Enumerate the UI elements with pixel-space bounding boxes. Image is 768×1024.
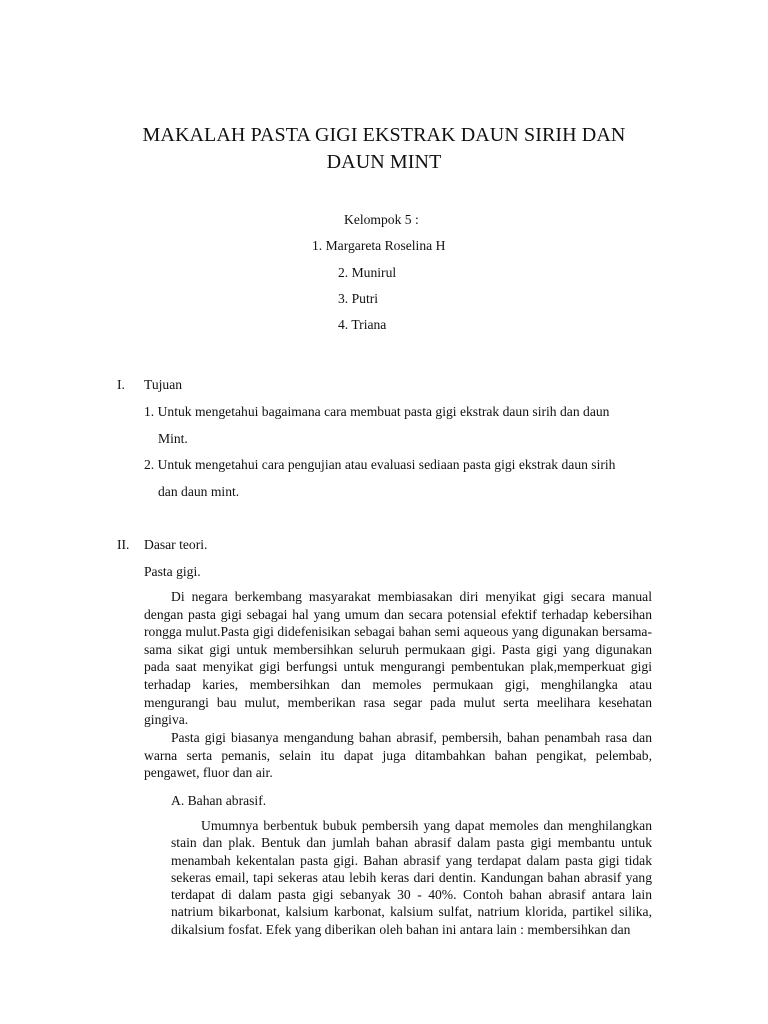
list-item-continuation: Mint.: [158, 431, 188, 446]
section-heading: Dasar teori.: [144, 537, 208, 552]
subsection-heading: Pasta gigi.: [144, 564, 201, 579]
document-title: MAKALAH PASTA GIGI EKSTRAK DAUN SIRIH DAN DAUN MINT: [142, 124, 626, 173]
subsection-heading: A. Bahan abrasif.: [171, 793, 267, 808]
list-item: 1. Untuk mengetahui bagaimana cara membuat pasta gigi ekstrak daun sirih dan daun: [144, 404, 610, 419]
body-paragraph: Di negara berkembang masyarakat membiasakan diri menyikat gigi secara manual dengan pasta gigi sebagai hal yang umum dan secara potensial efektif terhadap kebersihan rongga mulut.Pasta gigi didefenisikan sebagai bahan semi aqueous yang digunakan bersama-sama sikat gigi untuk membersihkan seluruh permukaan gigi. Pasta gigi yang digunakan pada saat menyikat gigi berfungsi untuk mengurangi pembentukan plak,memperkuat gigi terhadap karies, membersihkan dan memoles permukaan gigi, menghilangka atau mengurangi bau mulut, memberikan rasa segar pada mulut serta meelihara kesehatan gingiva.: [144, 589, 652, 728]
body-paragraph: Umumnya berbentuk bubuk pembersih yang dapat memoles dan menghilangkan stain dan plak. Bentuk dan jumlah bahan abrasif dalam pasta gigi membantu untuk menambah kekentalan pasta gigi. Bahan abrasif yang terdapat dalam pasta gigi tidak sekeras email, tapi sekeras atau lebih keras dari dentin. Kandungan bahan abrasif yang terdapat di dalam pasta gigi sebanyak 30 - 40%. Contoh bahan abrasif antara lain natrium bikarbonat, kalsium karbonat, kalsium sulfat, natrium klorida, partikel silika, dikalsium fosfat. Efek yang diberikan oleh bahan ini antara lain : membersihkan dan: [171, 818, 652, 937]
list-item-continuation: dan daun mint.: [158, 484, 240, 499]
section-numeral: II.: [117, 537, 130, 552]
body-paragraph: Pasta gigi biasanya mengandung bahan abrasif, pembersih, bahan penambah rasa dan warna serta pemanis, selain itu dapat juga ditambahkan bahan pengikat, pelembab, pengawet, fluor dan air.: [144, 730, 652, 781]
group-member: 1. Margareta Roselina H: [312, 238, 446, 253]
group-label: Kelompok 5 :: [344, 212, 419, 227]
group-member: 2. Munirul: [338, 265, 397, 280]
group-member: 3. Putri: [338, 291, 379, 306]
section-numeral: I.: [117, 377, 125, 392]
group-member: 4. Triana: [338, 317, 387, 332]
list-item: 2. Untuk mengetahui cara pengujian atau evaluasi sediaan pasta gigi ekstrak daun sirih: [144, 457, 616, 472]
section-heading: Tujuan: [144, 377, 183, 392]
